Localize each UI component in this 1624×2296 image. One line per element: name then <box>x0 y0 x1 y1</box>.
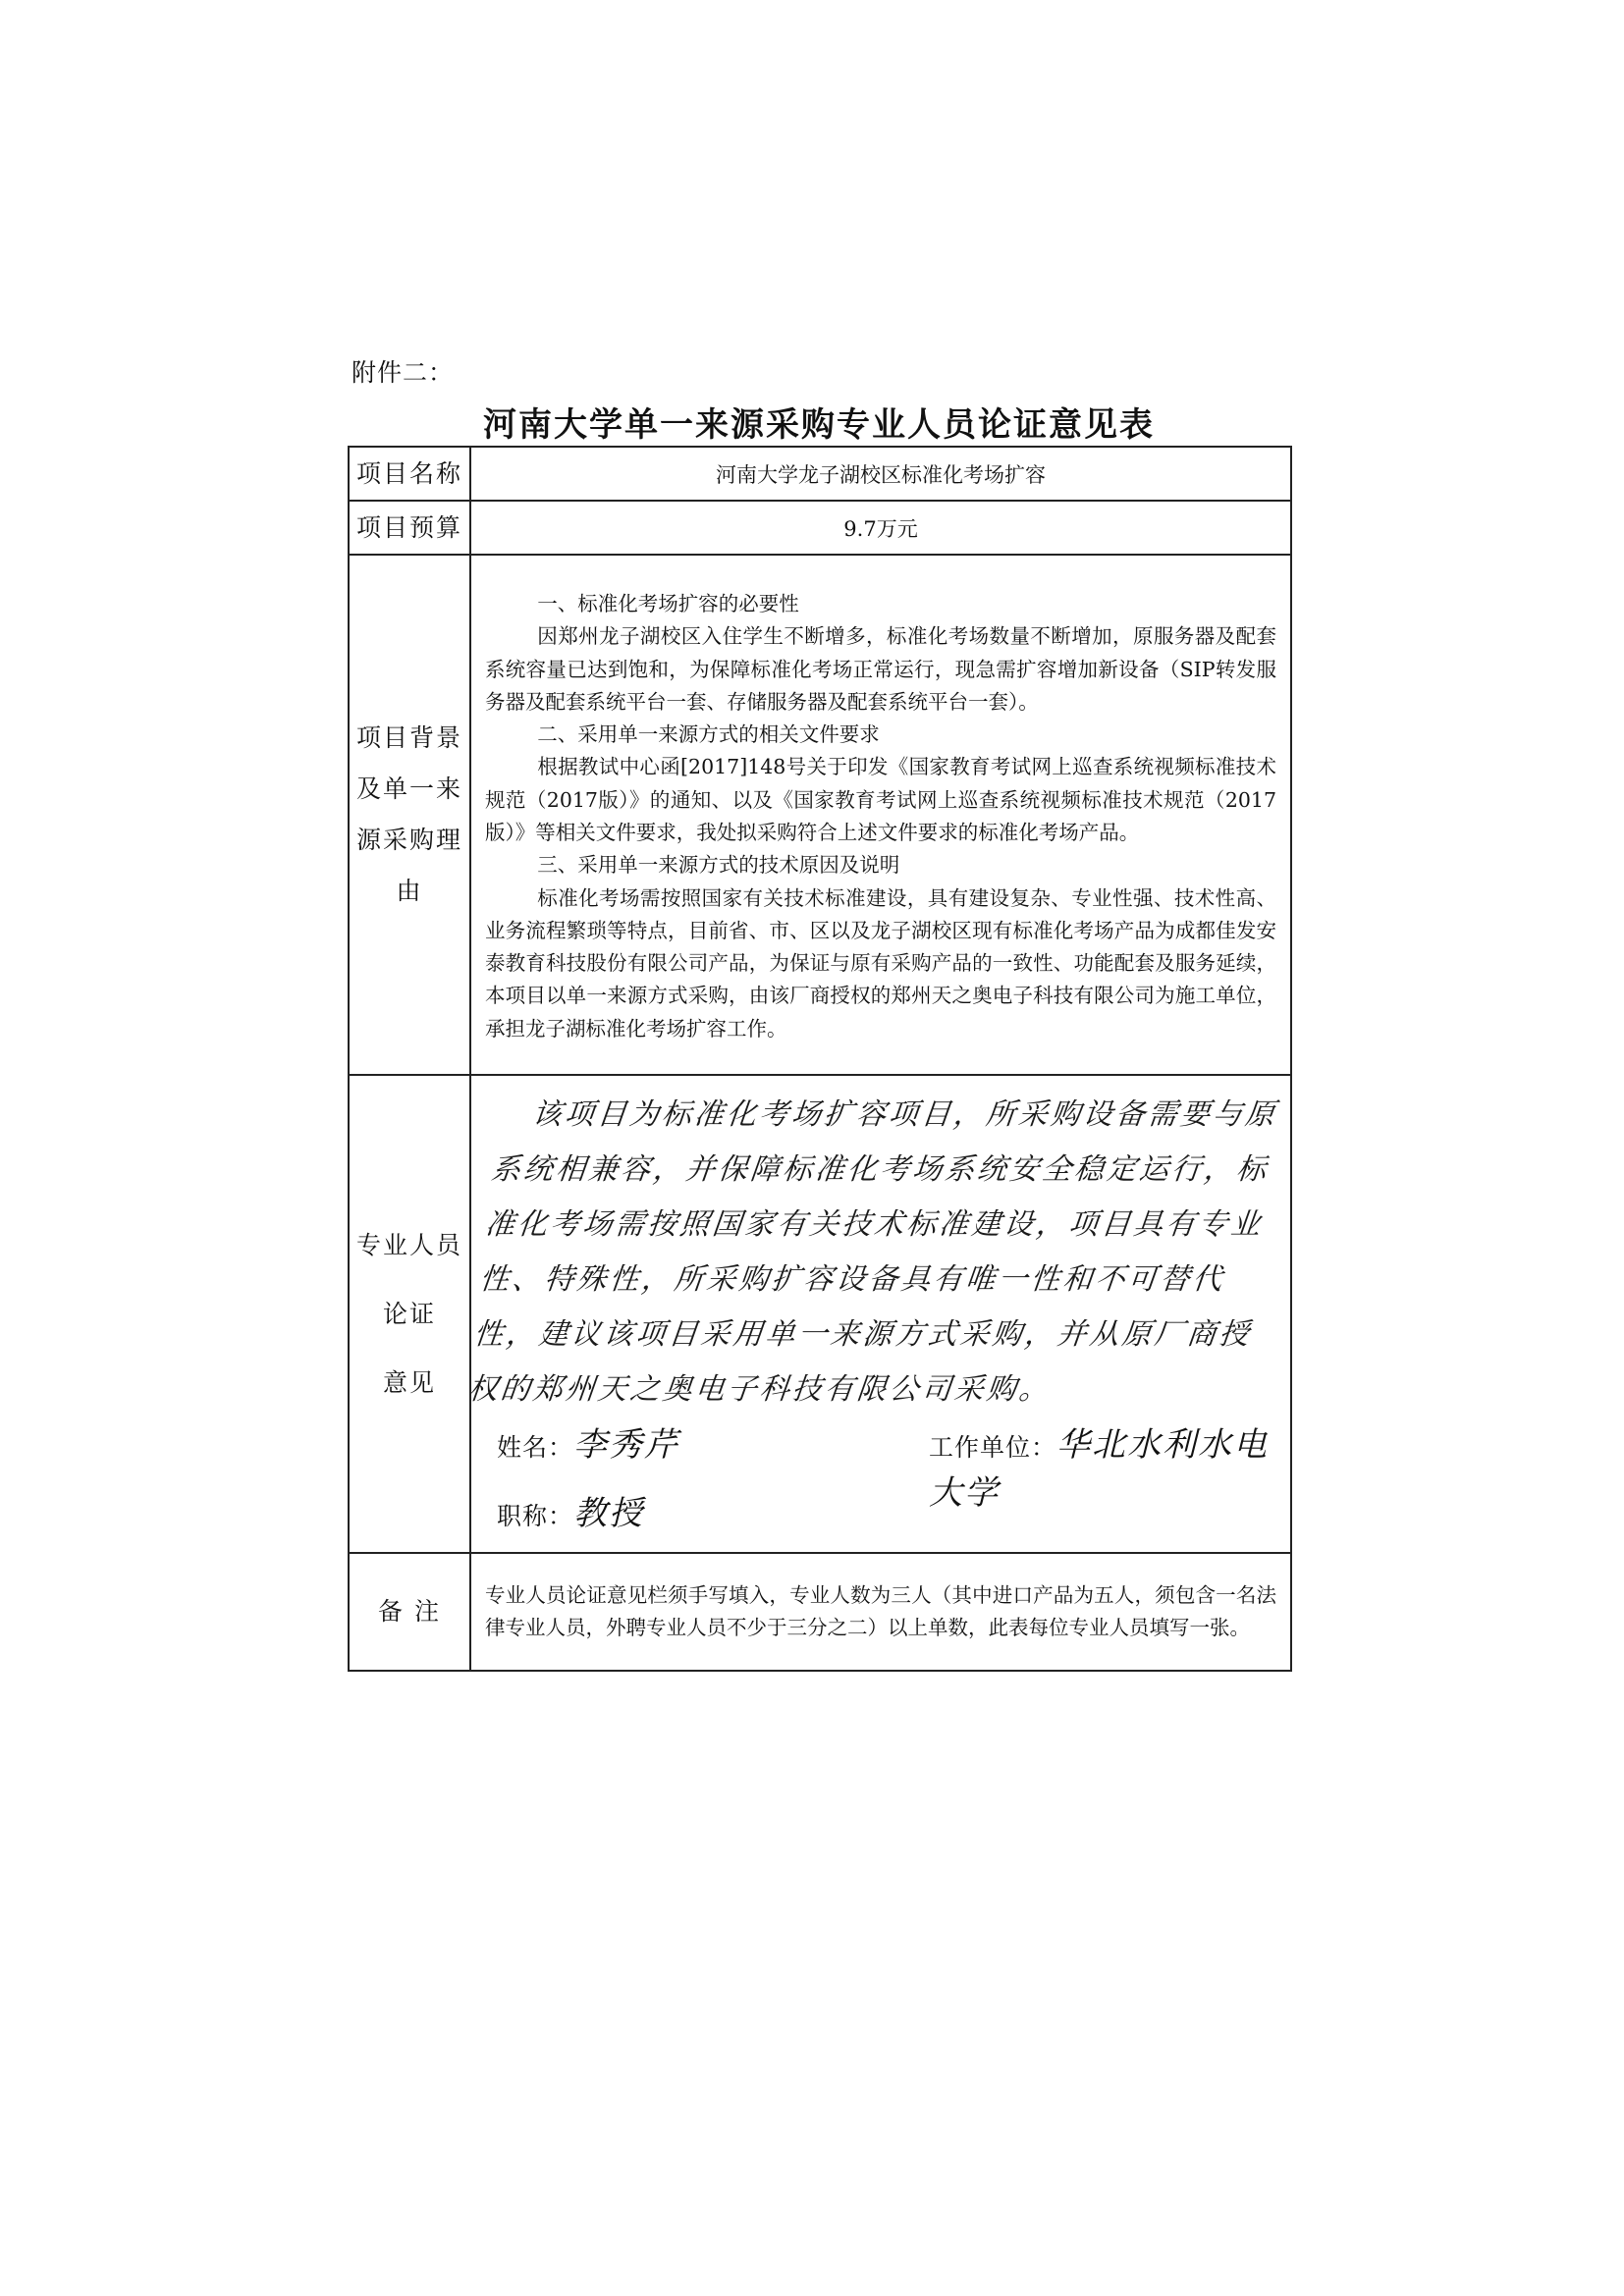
professional-title-label: 职称： <box>497 1502 574 1530</box>
remark-content <box>470 1553 1291 1671</box>
budget-label: 项目预算 <box>349 501 470 555</box>
opinion-row <box>349 1075 1291 1553</box>
signature-row <box>497 1417 1282 1513</box>
opinion-content <box>465 1075 1291 1553</box>
name-signature: 李秀芹 <box>573 1425 680 1465</box>
opinion-label <box>349 1075 470 1553</box>
background-label-line-3: 源采购理 <box>355 826 462 854</box>
opinion-form-table <box>348 446 1292 1672</box>
project-name-label: 项目名称 <box>349 447 470 501</box>
remark-text: 专业人员论证意见栏须手写填入，专业人数为三人（其中进口产品为五人，须包含一名法律专业人员，外聘专业人员不少于三分之二）以上单数，此表每位专业人员填写一张。 <box>485 1583 1276 1639</box>
professional-title-handwritten: 教授 <box>573 1494 645 1533</box>
opinion-label-line-2: 论证 <box>382 1299 436 1328</box>
section-1-body: 因郑州龙子湖校区入住学生不断增多，标准化考场数量不断增加，原服务器及配套系统容量已达到饱和，为保障标准化考场正常运行，现急需扩容增加新设备（SIP转发服务器及配套系统平台一套、存储服务器及配套系统平台一套）。 <box>485 624 1276 714</box>
opinion-label-line-1: 专业人员 <box>355 1230 462 1259</box>
remark-label: 备 注 <box>349 1553 470 1671</box>
background-label-line-4: 由 <box>396 877 423 905</box>
project-name-row <box>349 447 1291 501</box>
attachment-label: 附件二： <box>352 358 455 387</box>
form-title: 河南大学单一来源采购专业人员论证意见表 <box>483 405 1155 445</box>
work-unit-handwritten: 华北水利水电大学 <box>929 1425 1270 1513</box>
background-row <box>349 555 1291 1075</box>
budget-value: 9.7万元 <box>470 501 1291 555</box>
section-2-body: 根据教试中心函[2017]148号关于印发《国家教育考试网上巡查系统视频标准技术规范（2017版）》的通知、以及《国家教育考试网上巡查系统视频标准技术规范（2017版）》等相关文件要求，我处拟采购符合上述文件要求的标准化考场产品。 <box>485 755 1276 844</box>
handwritten-opinion: 该项目为标准化考场扩容项目，所采购设备需要与原系统相兼容，并保障标准化考场系统安全稳定运行，标准化考场需按照国家有关技术标准建设，项目具有专业性、特殊性，所采购扩容设备具有唯一性和不可替代性，建议该项目采用单一来源方式采购，并从原厂商授权的郑州天之奥电子科技有限公司采购。 <box>465 1097 1279 1407</box>
project-name-value: 河南大学龙子湖校区标准化考场扩容 <box>470 447 1291 501</box>
professional-title-row <box>497 1486 1282 1534</box>
section-1-heading: 一、标准化考场扩容的必要性 <box>537 591 799 615</box>
budget-row <box>349 501 1291 555</box>
section-3-body: 标准化考场需按照国家有关技术标准建设，具有建设复杂、专业性强、技术性高、业务流程繁琐等特点，目前省、市、区以及龙子湖校区现有标准化考场产品为成都佳发安泰教育科技股份有限公司产品，为保证与原有采购产品的一致性、功能配套及服务延续，本项目以单一来源方式采购，由该厂商授权的郑州天之奥电子科技有限公司为施工单位，承担龙子湖标准化考场扩容工作。 <box>485 885 1276 1041</box>
background-label-line-1: 项目背景 <box>355 723 462 752</box>
section-3-heading: 三、采用单一来源方式的技术原因及说明 <box>537 853 900 878</box>
remark-row <box>349 1553 1291 1671</box>
background-label-line-2: 及单一来 <box>355 774 462 803</box>
opinion-label-line-3: 意见 <box>382 1367 436 1397</box>
name-label: 姓名： <box>497 1433 574 1462</box>
background-label <box>349 555 470 1075</box>
work-unit-label: 工作单位： <box>929 1433 1057 1462</box>
background-content <box>470 555 1291 1075</box>
section-2-heading: 二、采用单一来源方式的相关文件要求 <box>537 722 880 747</box>
